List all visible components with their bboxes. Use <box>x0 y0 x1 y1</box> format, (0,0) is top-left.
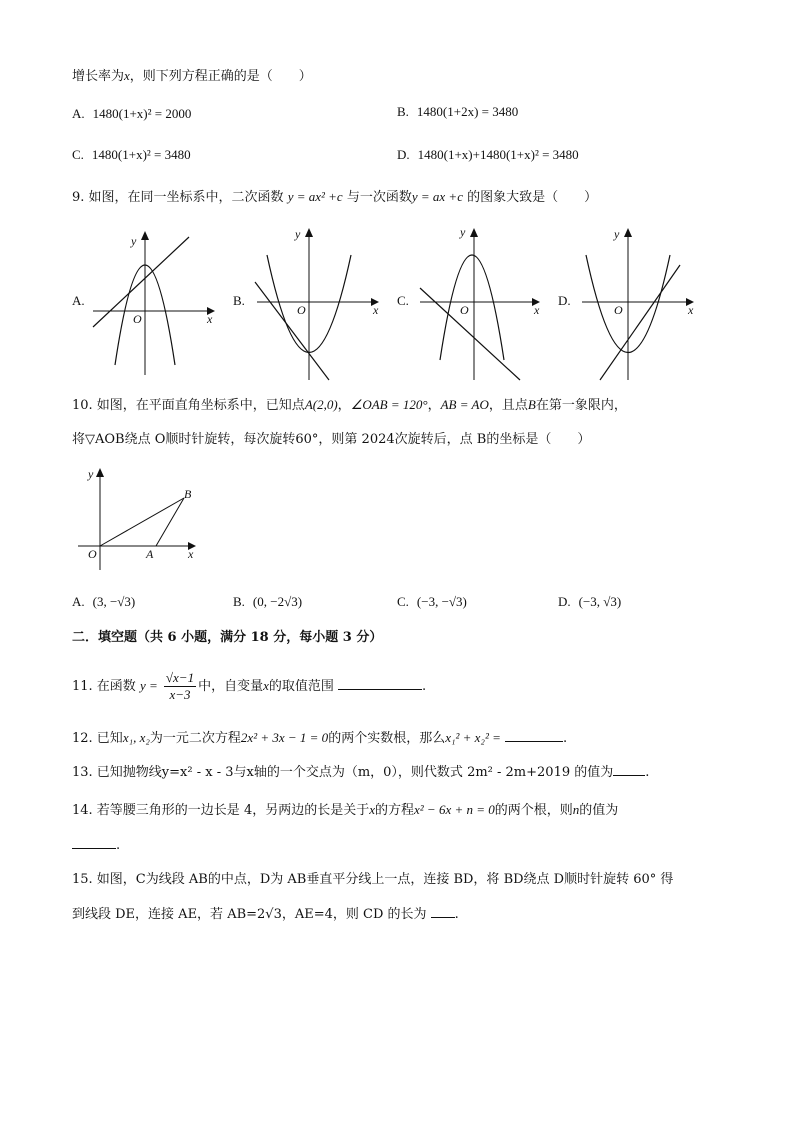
svg-text:A: A <box>146 547 154 561</box>
q8-option-d[interactable]: D. 1480(1+x)+1480(1+x)² = 3480 <box>397 147 579 162</box>
q11: 11. 在函数 y = $\frac{√x-1}{x-3}$ 中，自变量x的取值范围 . <box>72 670 427 702</box>
q10-option-b[interactable]: B. (0, −2√3) <box>233 594 303 609</box>
q13-answer-blank[interactable] <box>613 763 645 776</box>
svg-text:O: O <box>88 547 97 561</box>
svg-text:x: x <box>373 303 379 317</box>
q8-option-c[interactable]: C. 1480(1+x)² = 3480 <box>72 147 191 162</box>
q9-graph-d-label[interactable]: D. <box>558 293 571 308</box>
svg-text:B: B <box>184 487 192 501</box>
svg-text:O: O <box>297 303 306 317</box>
q10-option-d[interactable]: D. (−3, √3) <box>558 594 622 609</box>
q15-line2: 到线段 DE，连接 AE，若 AB=2√3，AE=4，则 CD 的长为 . <box>72 907 459 922</box>
q8-option-a[interactable]: A. 1480(1+x)² = 2000 <box>72 106 192 121</box>
q11-answer-blank[interactable] <box>338 677 422 690</box>
svg-text:y: y <box>460 225 466 239</box>
q15-answer-blank[interactable] <box>431 905 455 918</box>
q15-line1: 15. 如图，C为线段 AB的中点，D为 AB垂直平分线上一点，连接 BD，将 BD绕点 D顺时针旋转 60° 得 <box>72 872 674 887</box>
q8-option-b[interactable]: B. 1480(1+2x) = 3480 <box>397 104 519 119</box>
q9-stem: 9. 如图，在同一坐标系中，二次函数 y = ax² +c 与一次函数y = ax +c 的图象大致是（ ） <box>72 189 598 205</box>
q9-graph-b-label[interactable]: B. <box>233 293 245 308</box>
q10-stem-line2: 将▽AOB绕点 O顺时针旋转，每次旋转60°，则第 2024次旋转后，点 B的坐标是（ ） <box>72 432 591 447</box>
svg-text:x: x <box>188 547 194 561</box>
q10-figure <box>78 462 208 574</box>
q9-graph-d[interactable] <box>570 220 710 385</box>
q14-answer-blank[interactable] <box>72 836 116 849</box>
svg-text:O: O <box>614 303 623 317</box>
q13: 13. 已知抛物线y=x² - x - 3与x轴的一个交点为（m，0），则代数式 2m² - 2m+2019 的值为 . <box>72 765 650 780</box>
svg-text:y: y <box>131 234 137 248</box>
q9-graph-b[interactable] <box>245 220 385 385</box>
q11-fraction: $\frac{√x-1}{x-3}$ <box>165 670 195 702</box>
q9-graph-a-label[interactable]: A. <box>72 293 85 308</box>
svg-text:y: y <box>88 467 94 481</box>
q14: 14. 若等腰三角形的一边长是 4，另两边的长是关于x的方程x² − 6x + n = 0的两个根，则n的值为 <box>72 802 619 818</box>
svg-text:y: y <box>614 227 620 241</box>
section-title-fill-in: 二．填空题（共 6 小题，满分 18 分，每小题 3 分） <box>72 630 383 645</box>
svg-text:O: O <box>133 312 142 326</box>
q10-stem-line1: 10. 如图，在平面直角坐标系中，已知点A(2,0)，∠OAB = 120°，AB = AO，且点B在第一象限内， <box>72 397 627 413</box>
svg-text:x: x <box>534 303 540 317</box>
q9-graph-a[interactable] <box>85 225 220 385</box>
q12: 12. 已知x₁, x₂为一元二次方程2x² + 3x − 1 = 0的两个实数根，那么x₁² + x₂² = . <box>72 730 568 746</box>
q10-option-a[interactable]: A. (3, −√3) <box>72 594 136 609</box>
q9-graph-c[interactable] <box>410 220 550 385</box>
q8-stem: 增长率为x，则下列方程正确的是（ ） <box>72 68 312 84</box>
q14-answer-line: . <box>72 836 120 856</box>
q10-option-c[interactable]: C. (−3, −√3) <box>397 594 467 609</box>
svg-text:x: x <box>207 312 213 326</box>
svg-text:x: x <box>688 303 694 317</box>
svg-text:y: y <box>295 227 301 241</box>
svg-text:O: O <box>460 303 469 317</box>
q12-answer-blank[interactable] <box>505 729 563 742</box>
q9-graph-c-label[interactable]: C. <box>397 293 409 308</box>
